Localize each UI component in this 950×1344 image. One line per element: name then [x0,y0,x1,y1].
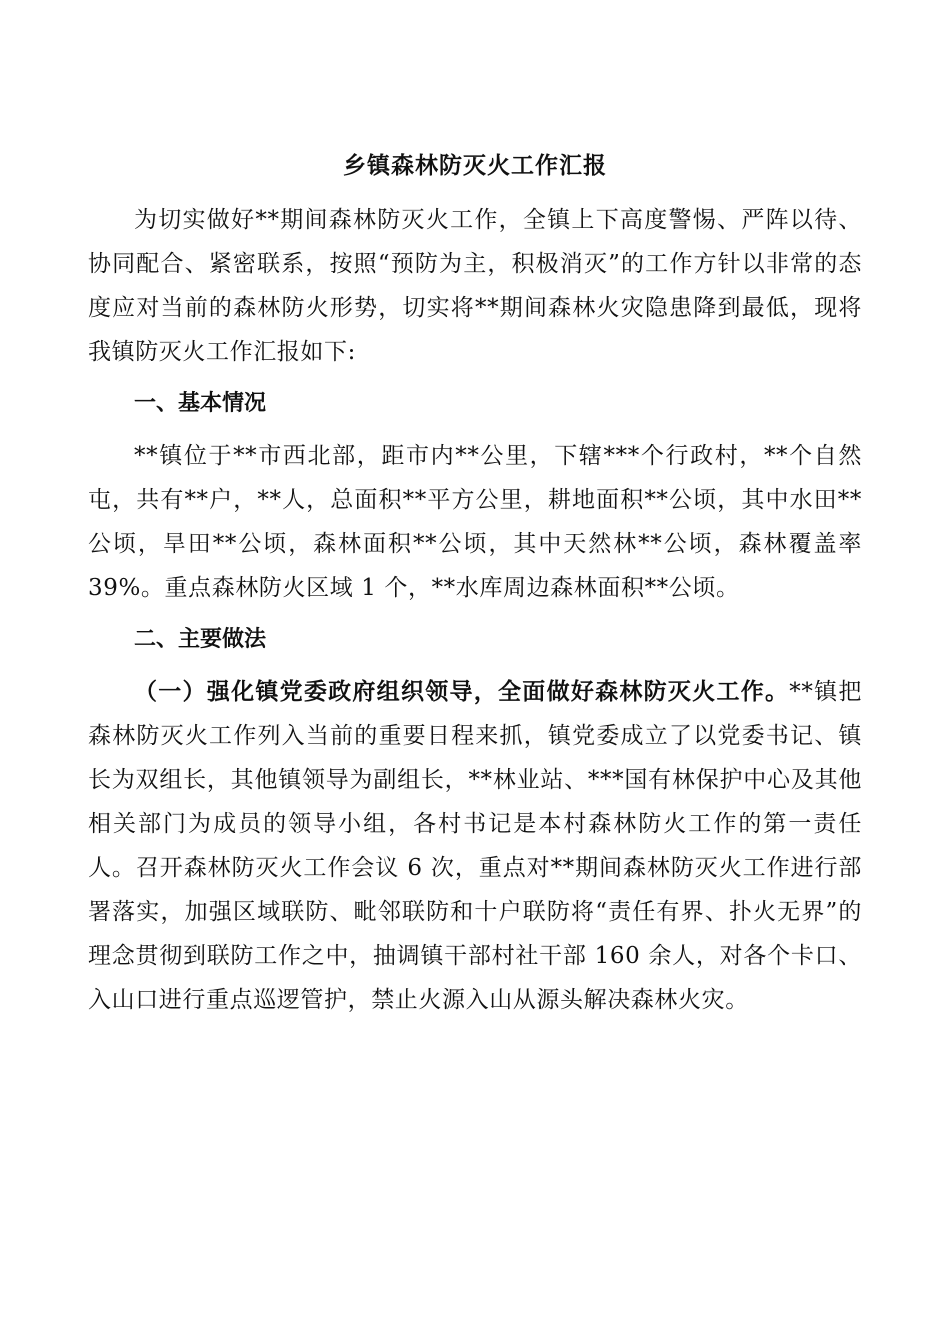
intro-paragraph: 为切实做好**期间森林防灭火工作，全镇上下高度警惕、严阵以待、协同配合、紧密联系，按照“预防为主，积极消灭”的工作方针以非常的态度应对当前的森林防火形势，切实将**期间森林火灾隐患降到最低，现将我镇防灭火工作汇报如下: [88,207,862,365]
section-heading-basic: 一、基本情况 [134,391,267,416]
subsection-heading: （一）强化镇党委政府组织领导，全面做好森林防灭火工作。 [134,679,790,705]
document-body [88,198,862,1022]
measures-paragraph [88,670,862,1022]
measures-text: **镇把森林防灭火工作列入当前的重要日程来抓，镇党委成立了以党委书记、镇长为双组长，其他镇领导为副组长，**林业站、***国有林保护中心及其他相关部门为成员的领导小组，各村书记是本村森林防火工作的第一责任人。召开森林防灭火工作会议 6 次，重点对**期间森林防灭火工作进行部署落实，加强区域联防、毗邻联防和十户联防将“责任有界、扑火无界”的理念贯彻到联防工作之中，抽调镇干部村社干部 160 余人，对各个卡口、入山口进行重点巡逻管护，禁止火源入山从源头解决森林火灾。 [88,679,863,1013]
document-title: 乡镇森林防灭火工作汇报 [343,153,607,179]
basic-info-paragraph: **镇位于**市西北部，距市内**公里，下辖***个行政村，**个自然屯，共有**户，**人，总面积**平方公里，耕地面积**公顷，其中水田**公顷，旱田**公顷，森林面积**公顷，其中天然林**公顷，森林覆盖率 39%。重点森林防火区域 1 个，**水库周边森林面积**公顷。 [88,443,862,601]
section-heading-measures: 二、主要做法 [134,627,267,652]
